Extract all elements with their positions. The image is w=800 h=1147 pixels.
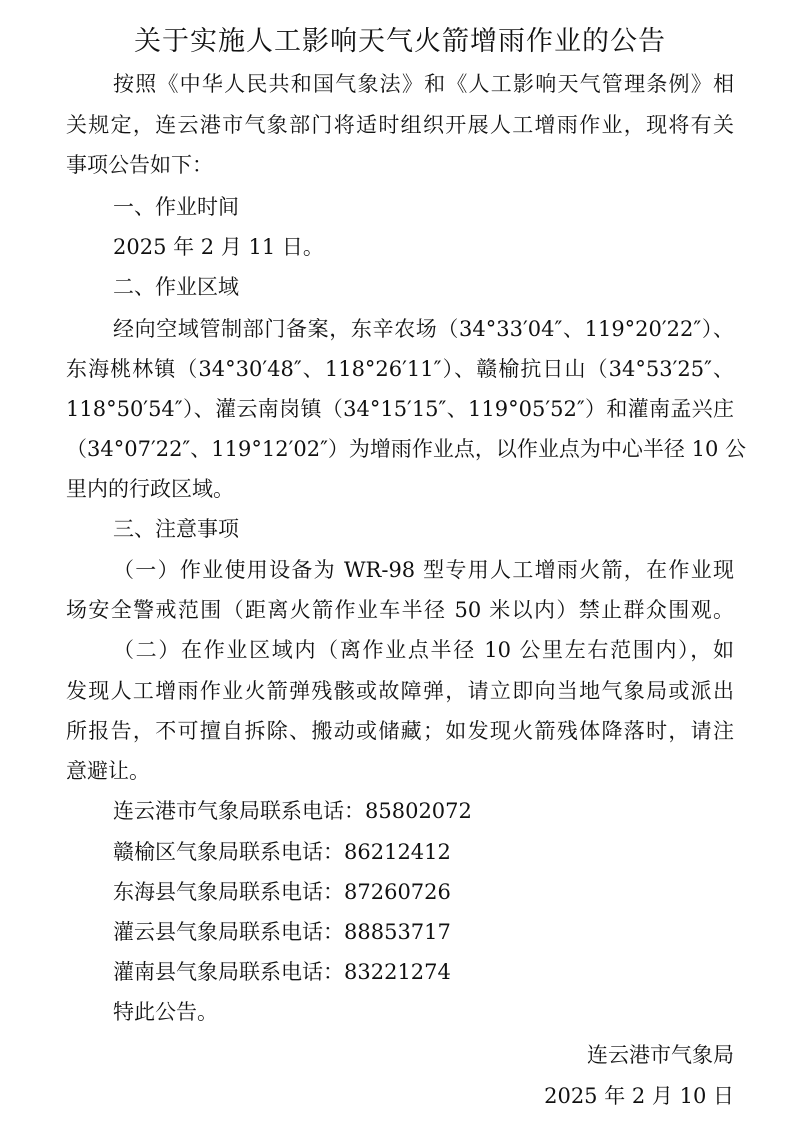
section3-item2-line-1: （二）在作业区域内（离作业点半径 10 公里左右范围内），如 (113, 638, 734, 662)
section3-heading: 三、注意事项 (113, 517, 239, 541)
contact-ganyu: 赣榆区气象局联系电话：86212412 (113, 840, 451, 864)
signature-date: 2025 年 2 月 10 日 (544, 1084, 734, 1108)
section2-heading: 二、作业区域 (113, 275, 239, 299)
section2-line-3: 118°50′54″）、灌云南岗镇（34°15′15″、119°05′52″）和灌南孟兴庄 (66, 397, 734, 421)
section1-body: 2025 年 2 月 11 日。 (113, 235, 324, 259)
document-title: 关于实施人工影响天气火箭增雨作业的公告 (134, 26, 666, 57)
contact-guannan: 灌南县气象局联系电话：83221274 (113, 960, 451, 984)
section2-line-1: 经向空域管制部门备案，东辛农场（34°33′04″、119°20′22″）、 (113, 317, 734, 341)
section2-line-5: 里内的行政区域。 (66, 477, 234, 501)
section3-item1-line-1: （一）作业使用设备为 WR-98 型专用人工增雨火箭，在作业现 (113, 558, 734, 582)
section3-item2-line-2: 发现人工增雨作业火箭弹残骸或故障弹，请立即向当地气象局或派出 (66, 679, 734, 703)
section2-line-4: （34°07′22″、119°12′02″）为增雨作业点，以作业点为中心半径 10 公 (66, 437, 746, 461)
section2-line-2: 东海桃林镇（34°30′48″、118°26′11″）、赣榆抗日山（34°53′25″、 (66, 357, 734, 381)
intro-line-2: 关规定，连云港市气象部门将适时组织开展人工增雨作业，现将有关 (66, 113, 734, 137)
section3-item2-line-3: 所报告，不可擅自拆除、搬动或储藏；如发现火箭残体降落时，请注 (66, 719, 734, 743)
signature-org: 连云港市气象局 (587, 1043, 734, 1067)
section3-item2-line-4: 意避让。 (66, 759, 150, 783)
contact-guanyun: 灌云县气象局联系电话：88853717 (113, 920, 451, 944)
contact-lianyungang: 连云港市气象局联系电话：85802072 (113, 799, 472, 823)
section3-item1-line-2: 场安全警戒范围（距离火箭作业车半径 50 米以内）禁止群众围观。 (66, 598, 734, 622)
intro-line-3: 事项公告如下： (66, 153, 213, 177)
section1-heading: 一、作业时间 (113, 195, 239, 219)
intro-line-1: 按照《中华人民共和国气象法》和《人工影响天气管理条例》相 (113, 72, 734, 96)
contact-donghai: 东海县气象局联系电话：87260726 (113, 880, 451, 904)
closing-text: 特此公告。 (113, 1000, 218, 1024)
